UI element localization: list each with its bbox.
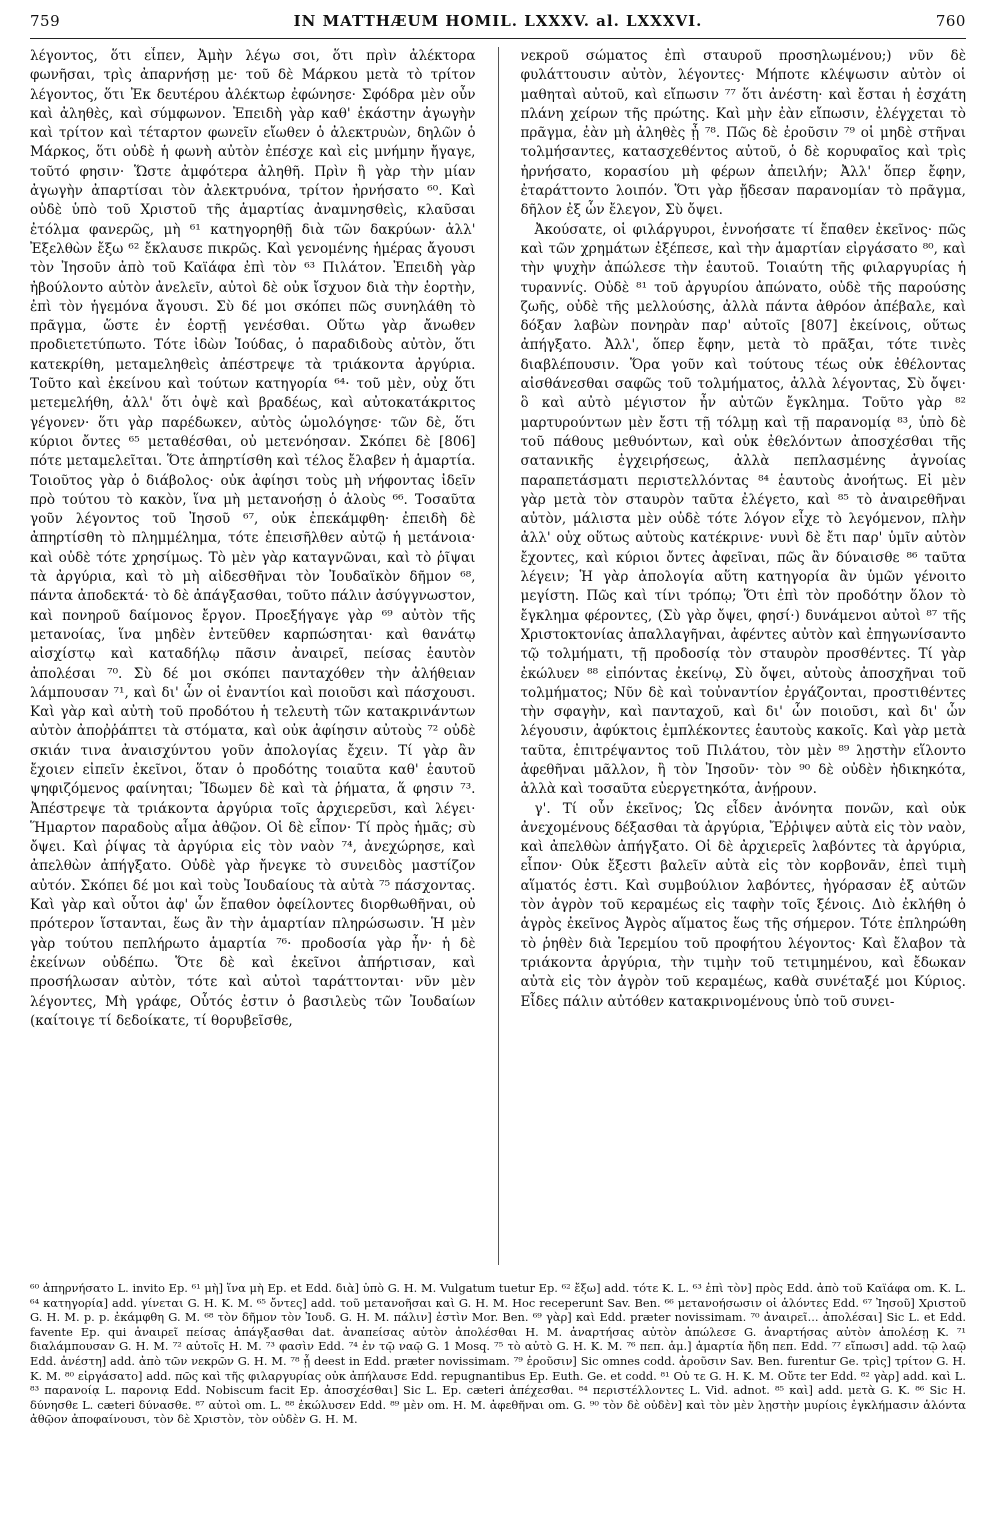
footnote-text: ⁶⁰ ἀπηρνήσατο L. invito Ep. ⁶¹ μὴ] ἵνα μὴ Ep. et Edd. διὰ] ὑπὸ G. H. M. Vulgatum tuetur Ep. ⁶² ἔξω] add. τότε K. L. ⁶³ ἐπὶ τὸν] πρὸς Edd. ἀπὸ τοῦ Καϊάφα om. K. L. ⁶⁴ κατηγορία] add. γίνεται G. H. K. M. ⁶⁵ ὄντες] add. τοῦ μετανοῆσαι καὶ G. H. M. Hoc receperunt Sav. Ben. ⁶⁶ μετανοήσωσιν οἱ ἁλόντες Edd. ⁶⁷ Ἰησοῦ] Χριστοῦ G. H. M. p. p. ἐκάμφθη G. M. ⁶⁸ τὸν δῆμον τὸν Ἰουδ. G. H. M. πάλιν] ἐστὶν Mor. Ben. ⁶⁹ γὰρ] καὶ Edd. præter novissimam. ⁷⁰ ἀναιρεῖ... ἀπολέσαι] Sic L. et Edd. favente Ep. qui ἀναιρεῖ πείσας ἀπάγξασθαι dat. ἀναπείσας αὐτὸν ἀπολέσθαι H. M. ἀναρτήσας αὐτὸν ἀπώλεσε G. ἀναρτήσας αὐτὸν ἀπολέσῃ K. ⁷¹ διαλάμπουσαν G. H. M. ⁷² αὐτοῖς H. M. ⁷³ φασὶν Edd. ⁷⁴ ἐν τῷ ναῷ G. 1 Mosq. ⁷⁵ τὸ αὐτὸ G. H. K. M. ⁷⁶ πεπ. ἁμ.] ἁμαρτία ἤδη πεπ. Edd. ⁷⁷ εἴπωσι] add. τῷ λαῷ Edd. ἀνέστη] add. ἀπὸ τῶν νεκρῶν G. H. M. ⁷⁸ ᾖ deest in Edd. præter novissimam. ⁷⁹ ἐροῦσιν] Sic omnes codd. ἀροῦσιν Sav. Ben. furentur Ge. τρὶς] τρίτον G. H. K. M. ⁸⁰ εἰργάσατο] add. πῶς καὶ τῆς φιλαργυρίας οὐκ ἀπήλαυσε Edd. repugnantibus Ep. Euth. Ge. et codd. ⁸¹ Οὐ τε G. H. K. M. Οὔτε ter Edd. ⁸² γὰρ] add. καὶ L. ⁸³ παρανοίᾳ L. παρονιᾳ Edd. Nobiscum facit Ep. ἀποσχέσθαι] Sic L. Ep. cæteri ἀπέχεσθαι. ⁸⁴ περιστέλλοντες L. Vid. adnot. ⁸⁵ καὶ] add. μετὰ G. K. ⁸⁶ Sic H. δύνησθε L. cæteri δύνασθε. ⁸⁷ αὐτοὶ om. L. ⁸⁸ ἐκώλυσεν Edd. ⁸⁹ μὲν om. H. M. ἀφεθῆναι om. G. ⁹⁰ τὸν δὲ οὐδὲν] καὶ τὸν μὲν λῃστὴν μυρίοις ἐγκλήμασιν ἁλόντα ἀθῷον ἀποφαίνουσι, τὸν δὲ Χριστὸν, τὸν οὐδὲν G. H. M.: [30, 1281, 966, 1427]
footnotes: [30, 1275, 966, 1531]
text-columns: [30, 47, 966, 1265]
right-column: [521, 47, 967, 1265]
right-paragraph: Ἀκούσατε, οἱ φιλάργυροι, ἐννοήσατε τί ἔπαθεν ἐκεῖνος· πῶς καὶ τῶν χρημάτων ἐξέπεσε, καὶ τὴν ἁμαρτίαν εἰργάσατο ⁸⁰, καὶ τὴν ψυχὴν ἀπώλεσε τὴν ἑαυτοῦ. Τοιαύτη τῆς φιλαργυρίας ἡ τυραννίς. Οὐδὲ ⁸¹ τοῦ ἀργυρίου ἀπώνατο, οὐδὲ τῆς παρούσης ζωῆς, οὐδὲ τῆς μελλούσης, ἀλλὰ πάντα ἀθρόον ἀπέβαλε, καὶ δόξαν λαβὼν πονηρὰν παρ' αὐτοῖς [807] ἐκείνοις, οὕτως ἀπήγξατο. Ἀλλ', ὅπερ ἔφην, μετὰ τὸ πρᾶξαι, τότε τινὲς διαβλέπουσιν. Ὅρα γοῦν καὶ τούτους τέως οὐκ ἐθέλοντας αἰσθάνεσθαι σαφῶς τοῦ τολμήματος, ἀλλὰ λέγοντας, Σὺ ὄψει· ὃ καὶ αὐτὸ μέγιστον ἦν αὐτῶν ἔγκλημα. Τοῦτο γὰρ ⁸² μαρτυρούντων μὲν ἔστι τῇ τόλμῃ καὶ τῇ παρανομίᾳ ⁸³, ὑπὸ δὲ τοῦ πάθους μεθυόντων, καὶ οὐκ ἐθελόντων ἀποσχέσθαι τῆς σατανικῆς ἐγχειρήσεως, ἀλλὰ πεπλασμένης ἀγνοίας παραπετάσματι περιστελλόντας ⁸⁴ ἑαυτοὺς ἀνοήτως. Εἰ μὲν γὰρ μετὰ τὸν σταυρὸν ταῦτα ἐλέγετο, καὶ ⁸⁵ τὸ ἀναιρεθῆναι αὐτὸν, μάλιστα μὲν οὐδὲ τότε λόγον εἶχε τὸ λεγόμενον, πλὴν ἀλλ' οὐχ οὕτως αὐτοὺς κατέκρινε· νυνὶ δὲ ἔτι παρ' ὑμῖν αὐτὸν ἔχοντες, καὶ κύριοι ὄντες ἀφεῖναι, πῶς ἂν δύναισθε ⁸⁶ ταῦτα λέγειν; Ἡ γὰρ ἀπολογία αὕτη κατηγορία ἂν ὑμῶν γένοιτο μεγίστη. Πῶς καὶ τίνι τρόπῳ; Ὅτι ἐπὶ τὸν προδότην ὅλον τὸ ἔγκλημα φέροντες, (Σὺ γὰρ ὄψει, φησί·) δυνάμενοι αὐτοὶ ⁸⁷ τῆς Χριστοκτονίας ἀπαλλαγῆναι, ἀφέντες αὐτὸν καὶ ἐπηγωνίσαντο τῷ τολμήματι, τῇ προδοσίᾳ τὸν σταυρὸν προσθέντες. Τί γὰρ ἐκώλυεν ⁸⁸ εἰπόντας ἐκείνῳ, Σὺ ὄψει, αὐτοὺς ἀποσχῆναι τοῦ τολμήματος; Νῦν δὲ καὶ τοὐναντίον ἐργάζονται, προστιθέντες τὴν σφαγὴν, καὶ πανταχοῦ, καὶ δι' ὧν ποιοῦσι, καὶ δι' ὧν λέγουσιν, ἀφύκτοις ἐμπλέκοντες ἑαυτοὺς κακοῖς. Καὶ γὰρ μετὰ ταῦτα, ἐπιτρέψαντος τοῦ Πιλάτου, τὸν μὲν ⁸⁹ λῃστὴν εἵλοντο ἀφεθῆναι μᾶλλον, ἢ τὸν Ἰησοῦν· τὸν ⁹⁰ δὲ οὐδὲν ἠδικηκότα, ἀλλὰ καὶ τοσαῦτα εὐεργετηκότα, ἀνῄρουν.: [520, 221, 966, 798]
column-divider: [498, 47, 499, 1265]
left-column: [30, 47, 476, 1265]
right-paragraph: νεκροῦ σώματος ἐπὶ σταυροῦ προσηλωμένου;) νῦν δὲ φυλάττουσιν αὐτὸν, λέγοντες· Μήποτε κλέψωσιν αὐτὸν οἱ μαθηταὶ αὐτοῦ, καὶ εἴπωσιν ⁷⁷ ὅτι ἀνέστη· καὶ ἔσται ἡ ἐσχάτη πλάνη χείρων τῆς πρώτης. Καὶ μὴν ἐὰν εἴπωσιν, ἐλέγχεται τὸ πρᾶγμα, ἐὰν μὴ ἀληθὲς ᾖ ⁷⁸. Πῶς δὲ ἐροῦσιν ⁷⁹ οἱ μηδὲ στῆναι τολμήσαντες, κατασχεθέντος αὐτοῦ, ὁ δὲ κορυφαῖος καὶ τρὶς ἠρνήσατο, κορασίου μὴ φέρων ἀπειλήν; Ἀλλ' ὅπερ ἔφην, ἐταράττοντο λοιπόν. Ὅτι γὰρ ᾔδεσαν παρανομίαν τὸ πρᾶγμα, δῆλον ἐξ ὧν ἔλεγον, Σὺ ὄψει.: [520, 48, 966, 219]
right-page-number: 760: [935, 12, 966, 30]
running-title: IN MATTHÆUM HOMIL. LXXXV. al. LXXXVI.: [293, 12, 703, 30]
right-paragraph: γ'. Τί οὖν ἐκεῖνος; Ὡς εἶδεν ἀνόνητα πονῶν, καὶ οὐκ ἀνεχομένους δέξασθαι τὰ ἀργύρια, Ἔῤῥιψεν αὐτὰ εἰς τὸν ναὸν, καὶ ἀπελθὼν ἀπήγξατο. Οἱ δὲ ἀρχιερεῖς λαβόντες τὰ ἀργύρια, εἶπον· Οὐκ ἔξεστι βαλεῖν αὐτὰ εἰς τὸν κορβονᾶν, ἐπεὶ τιμὴ αἵματός ἐστι. Καὶ συμβούλιον λαβόντες, ἠγόρασαν ἐξ αὐτῶν τὸν ἀγρὸν τοῦ κεραμέως εἰς ταφὴν τοῖς ξένοις. Διὸ ἐκλήθη ὁ ἀγρὸς ἐκεῖνος Ἀγρὸς αἵματος ἕως τῆς σήμερον. Τότε ἐπληρώθη τὸ ῥηθὲν διὰ Ἱερεμίου τοῦ προφήτου λέγοντος· Καὶ ἔλαβον τὰ τριάκοντα ἀργύρια, τὴν τιμὴν τοῦ τετιμημένου, καὶ ἔδωκαν αὐτὰ εἰς τὸν ἀγρὸν τοῦ κεραμέως, καθὰ συνέταξέ μοι Κύριος. Εἶδες πάλιν αὐτόθεν κατακρινομένους ὑπὸ τοῦ συνει-: [520, 800, 966, 1010]
left-page-number: 759: [30, 12, 61, 30]
page-header: [30, 12, 966, 39]
left-paragraph: λέγοντος, ὅτι εἶπεν, Ἀμὴν λέγω σοι, ὅτι πρὶν ἀλέκτορα φωνῆσαι, τρὶς ἀπαρνήσῃ με· τοῦ δὲ Μάρκου μετὰ τὸ τρίτον λέγοντος, ὅτι Ἐκ δευτέρου ἀλέκτωρ ἐφώνησε· Σφόδρα μὲν οὖν καὶ ἀληθὲς, καὶ σύμφωνον. Ἐπειδὴ γὰρ καθ' ἑκάστην ἀγωγὴν καὶ τρίτον καὶ τέταρτον φωνεῖν εἴωθεν ὁ ἀλεκτρυὼν, δηλῶν ὁ Μάρκος, ὅτι οὐδὲ ἡ φωνὴ αὐτὸν ἐπέσχε καὶ εἰς μνήμην ἤγαγε, τοῦτό φησιν· Ὥστε ἀμφότερα ἀληθῆ. Πρὶν ἢ γὰρ τὴν μίαν ἀγωγὴν ἀπαρτίσαι τὸν ἀλεκτρυόνα, τρίτον ἠρνήσατο ⁶⁰. Καὶ οὐδὲ ὑπὸ τοῦ Χριστοῦ τῆς ἁμαρτίας ἀναμνησθεὶς, κλαῦσαι ἐτόλμα φανερῶς, μὴ ⁶¹ κατηγορηθῇ διὰ τῶν δακρύων· ἀλλ' Ἐξελθὼν ἔξω ⁶² ἔκλαυσε πικρῶς. Καὶ γενομένης ἡμέρας ἄγουσι τὸν Ἰησοῦν ἀπὸ τοῦ Καϊάφα ἐπὶ τὸν ⁶³ Πιλάτον. Ἐπειδὴ γὰρ ἠβούλοντο αὐτὸν ἀνελεῖν, αὐτοὶ δὲ οὐκ ἴσχυον διὰ τὴν ἑορτὴν, ἐπὶ τὸν ἡγεμόνα ἄγουσι. Σὺ δέ μοι σκόπει πῶς συνηλάθη τὸ πρᾶγμα, ὥστε ἐν ἑορτῇ γενέσθαι. Οὕτω γὰρ ἄνωθεν προδιετετύπωτο. Τότε ἰδὼν Ἰούδας, ὁ παραδιδοὺς αὐτὸν, ὅτι κατεκρίθη, μεταμεληθεὶς ἀπέστρεψε τὰ τριάκοντα ἀργύρια. Τοῦτο καὶ ἐκείνου καὶ τούτων κατηγορία ⁶⁴· τοῦ μὲν, οὐχ ὅτι μετεμελήθη, ἀλλ' ὅτι ὀψὲ καὶ βραδέως, καὶ αὐτοκατάκριτος γέγονεν· ὅτι γὰρ παρέδωκεν, αὐτὸς ὡμολόγησε· τῶν δὲ, ὅτι κύριοι ὄντες ⁶⁵ μεταθέσθαι, οὐ μετενόησαν. Σκόπει δὲ [806] πότε μεταμελεῖται. Ὅτε ἀπηρτίσθη καὶ τέλος ἔλαβεν ἡ ἁμαρτία. Τοιοῦτος γὰρ ὁ διάβολος· οὐκ ἀφίησι τοὺς μὴ νήφοντας ἰδεῖν πρὸ τούτου τὸ κακὸν, ἵνα μὴ μετανοήσῃ ὁ ἁλοὺς ⁶⁶. Τοσαῦτα γοῦν λέγοντος τοῦ Ἰησοῦ ⁶⁷, οὐκ ἐπεκάμφθη· ἐπειδὴ δὲ ἀπηρτίσθη τὸ πλημμέλημα, τότε ἐπεισῆλθεν αὐτῷ ἡ μετάνοια· καὶ οὐδὲ τότε χρησίμως. Τὸ μὲν γὰρ καταγνῶναι, καὶ τὸ ῥῖψαι τὰ ἀργύρια, καὶ τὸ μὴ αἰδεσθῆναι τὸν Ἰουδαϊκὸν δῆμον ⁶⁸, πάντα ἀποδεκτά· τὸ δὲ ἀπάγξασθαι, τοῦτο πάλιν ἀσύγγνωστον, καὶ πονηροῦ δαίμονος ἔργον. Προεξήγαγε γὰρ ⁶⁹ αὐτὸν τῆς μετανοίας, ἵνα μηδὲν ἐντεῦθεν καρπώσηται· καὶ θανάτῳ αἰσχίστῳ καὶ καταδήλῳ πᾶσιν ἀναιρεῖ, πείσας ἑαυτὸν ἀπολέσαι ⁷⁰. Σὺ δέ μοι σκόπει πανταχόθεν τὴν ἀλήθειαν λάμπουσαν ⁷¹, καὶ δι' ὧν οἱ ἐναντίοι καὶ ποιοῦσι καὶ πάσχουσι. Καὶ γὰρ καὶ αὐτὴ τοῦ προδότου ἡ τελευτὴ τῶν κατακρινάντων αὐτὸν ἀποῤῥάπτει τὰ στόματα, καὶ οὐκ ἀφίησιν αὐτοὺς ⁷² οὐδὲ σκιάν τινα ἀναισχύντου γοῦν ἀπολογίας ἔχειν. Τί γὰρ ἂν ἔχοιεν εἰπεῖν ἐκεῖνοι, ὅταν ὁ προδότης τοιαῦτα καθ' ἑαυτοῦ ψηφιζόμενος φαίνηται; Ἴδωμεν δὲ καὶ τὰ ῥήματα, ἅ φησιν ⁷³. Ἀπέστρεψε τὰ τριάκοντα ἀργύρια τοῖς ἀρχιερεῦσι, καὶ λέγει· Ἥμαρτον παραδοὺς αἷμα ἀθῷον. Οἱ δὲ εἶπον· Τί πρὸς ἡμᾶς; σὺ ὄψει. Καὶ ῥίψας τὰ ἀργύρια εἰς τὸν ναὸν ⁷⁴, ἀνεχώρησε, καὶ ἀπελθὼν ἀπήγξατο. Οὐδὲ γὰρ ἤνεγκε τὸ συνειδὸς μαστίζον αὐτόν. Σκόπει δέ μοι καὶ τοὺς Ἰουδαίους τὰ αὐτὰ ⁷⁵ πάσχοντας. Καὶ γὰρ καὶ οὗτοι ἀφ' ὧν ἔπαθον ὀφείλοντες διορθωθῆναι, οὐ πρότερον ἵστανται, ἕως ἂν τὴν ἁμαρτίαν πληρώσωσιν. Ἡ μὲν γὰρ τούτου πεπλήρωτο ἁμαρτία ⁷⁶· προδοσία γὰρ ἦν· ἡ δὲ ἐκείνων οὐδέπω. Ὅτε δὲ καὶ ἐκεῖνοι ἀπήρτισαν, καὶ προσήλωσαν αὐτὸν, τότε καὶ αὐτοὶ ταράττονται· νῦν μὲν λέγοντες, Μὴ γράφε, Οὗτός ἐστιν ὁ βασιλεὺς τῶν Ἰουδαίων (καίτοιγε τί δεδοίκατε, τί θορυβεῖσθε,: [30, 48, 476, 1029]
